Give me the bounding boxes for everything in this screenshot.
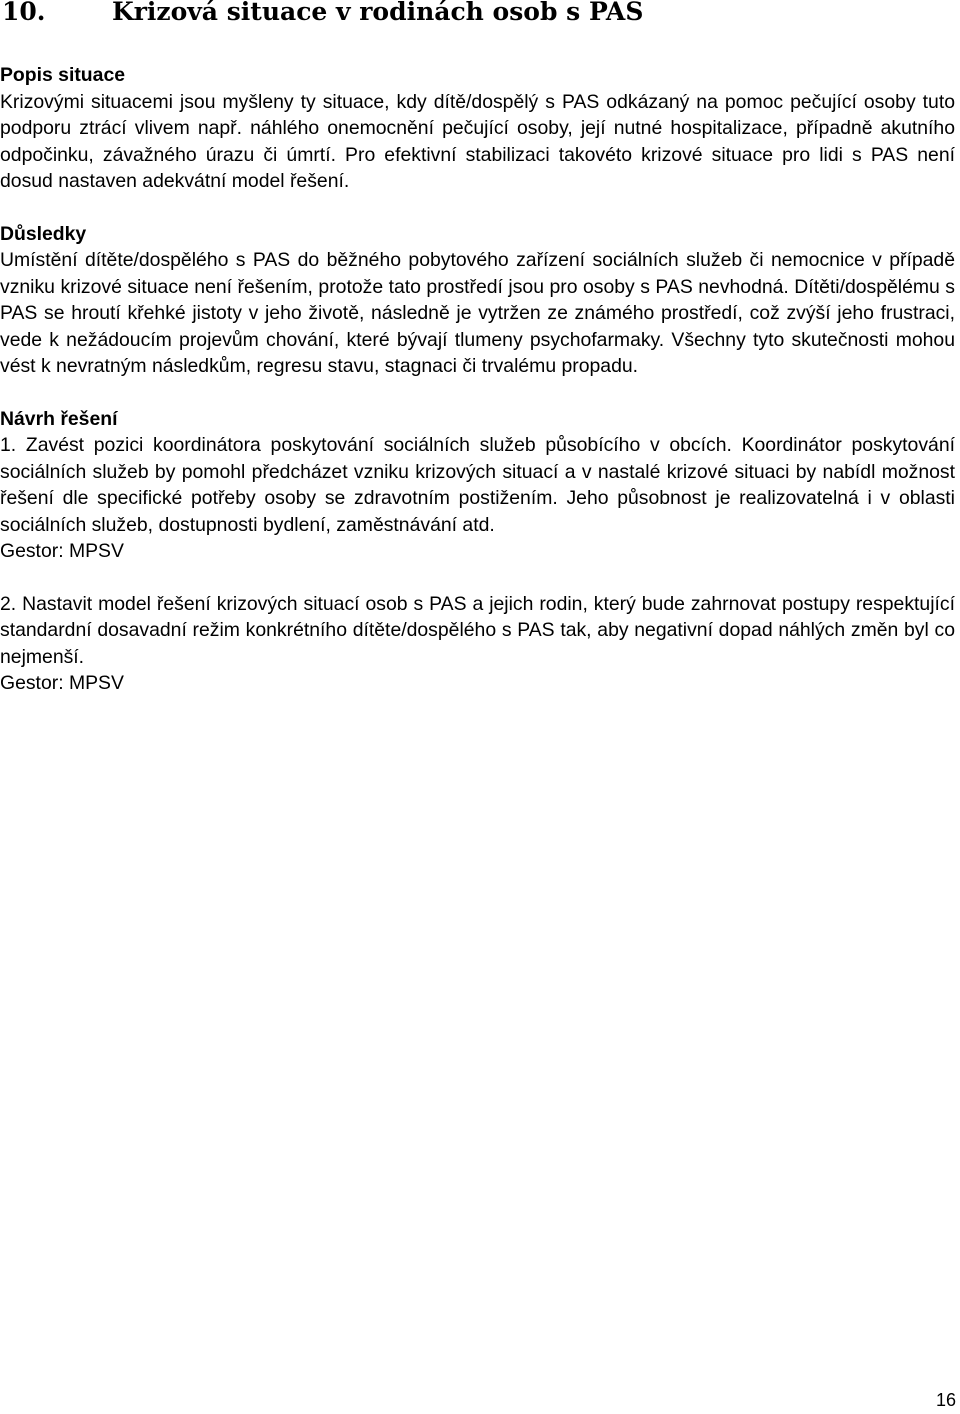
spacer <box>0 380 955 406</box>
section-title-dusledky: Důsledky <box>0 222 87 245</box>
document-body <box>0 62 955 697</box>
section-text-dusledky: Umístění dítěte/dospělého s PAS do běžného pobytového zařízení sociálních služeb či nemocnice v případě vzniku krizové situace není řešením, protože tato prostředí jsou pro osoby s PAS nevhodná. Dítěti/dospělému s PAS se hroutí křehké jistoty v jeho životě, následně je vytržen ze známého prostředí, což zvýší jeho frustraci, vede k nežádoucím projevům chování, které bývají tlumeny psychofarmaky. Všechny tyto skutečnosti mohou vést k nevratným následkům, regresu stavu, stagnaci či trvalému propadu. <box>0 249 955 377</box>
proposal-item-1: 1. Zavést pozici koordinátora poskytování sociálních služeb působícího v obcích. Koordinátor poskytování sociálních služeb by pomohl předcházet vzniku krizových situací a v nastalé krizové situaci by nabídl možnost řešení dle specifické potřeby osoby se zdravotním postižením. Jeho působnost je realizovatelná i v oblasti sociálních služeb, dostupnosti bydlení, zaměstnávání atd. <box>0 434 955 536</box>
section-popis-situace <box>0 62 955 195</box>
chapter-title: Krizová situace v rodinách osob s PAS <box>112 0 644 26</box>
section-title-popis: Popis situace <box>0 64 126 86</box>
chapter-number: 10. <box>2 0 46 26</box>
spacer <box>0 565 955 591</box>
proposal-item-2: 2. Nastavit model řešení krizových situací osob s PAS a jejich rodin, který bude zahrnovat postupy respektující standardní dosavadní režim konkrétního dítěte/dospělého s PAS tak, aby negativní dopad náhlých změn byl co nejmenší. <box>0 592 955 668</box>
proposal-gestor-1: Gestor: MPSV <box>0 540 124 562</box>
section-dusledky <box>0 221 955 380</box>
page-number: 16 <box>935 1390 956 1410</box>
chapter-heading <box>2 0 643 28</box>
spacer <box>0 195 955 221</box>
section-navrh-reseni <box>0 406 955 697</box>
proposal-gestor-2: Gestor: MPSV <box>0 672 124 694</box>
section-text-popis: Krizovými situacemi jsou myšleny ty situace, kdy dítě/dospělý s PAS odkázaný na pomoc pečující osoby tuto podporu ztrácí vlivem např. náhlého onemocnění pečující osoby, její nutné hospitalizace, případně akutního odpočinku, závažného úrazu či úmrtí. Pro efektivní stabilizaci takovéto krizové situace pro lidi s PAS není dosud nastaven adekvátní model řešení. <box>0 90 955 192</box>
section-title-navrh: Návrh řešení <box>0 407 118 430</box>
